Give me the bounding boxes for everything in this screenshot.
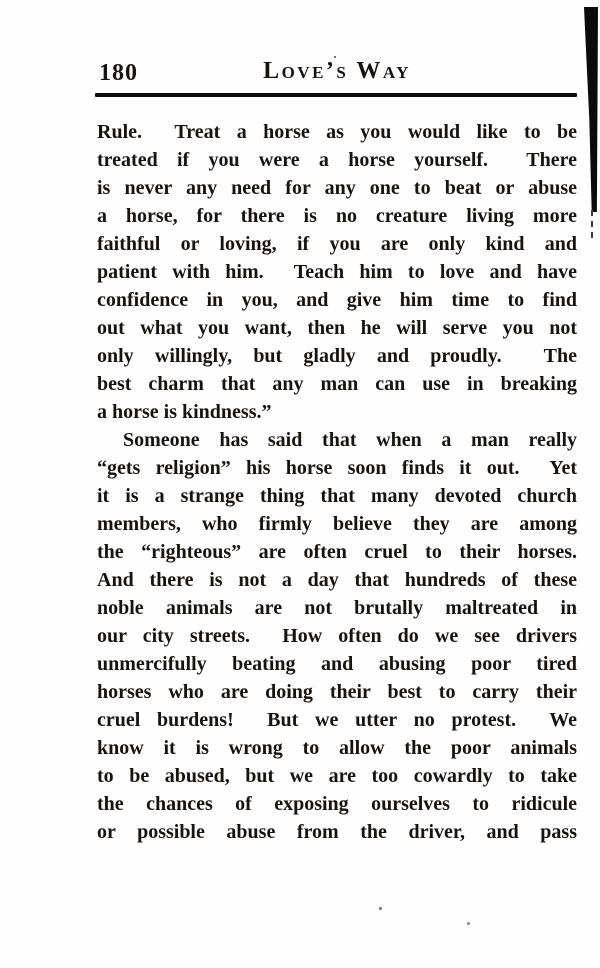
text-line: our city streets. How often do we see drivers: [97, 625, 577, 647]
page-number: 180: [99, 60, 138, 86]
text-line: treated if you were a horse yourself. There: [97, 149, 577, 171]
text-line: know it is wrong to allow the poor animals: [97, 737, 577, 759]
text-line: to be abused, but we are too cowardly to take: [97, 765, 577, 787]
running-title: Love’s Way: [263, 58, 411, 84]
paragraph: [97, 118, 577, 426]
text-line: And there is not a day that hundreds of these: [97, 569, 577, 591]
text-block: [97, 118, 577, 846]
scan-speck: [334, 56, 336, 58]
text-line: only willingly, but gladly and proudly. The: [97, 345, 577, 367]
text-line: faithful or loving, if you are only kind and: [97, 233, 577, 255]
text-line: unmercifully beating and abusing poor tired: [97, 653, 577, 675]
text-line: members, who firmly believe they are among: [97, 513, 577, 535]
text-line: the chances of exposing ourselves to ridicule: [97, 793, 577, 815]
text-line: a horse, for there is no creature living more: [97, 205, 577, 227]
text-line: Someone has said that when a man really: [123, 429, 577, 451]
text-line: it is a strange thing that many devoted church: [97, 485, 577, 507]
text-line: noble animals are not brutally maltreated in: [97, 597, 577, 619]
header-rule: [95, 93, 577, 97]
text-line: horses who are doing their best to carry their: [97, 681, 577, 703]
text-line: cruel burdens! But we utter no protest. We: [97, 709, 577, 731]
scan-speck: [467, 922, 470, 925]
text-line: Rule. Treat a horse as you would like to be: [97, 121, 577, 143]
text-line: patient with him. Teach him to love and have: [97, 261, 577, 283]
paragraph: [97, 426, 577, 846]
scan-edge-artifact: [584, 7, 598, 212]
scan-edge-artifact-tail: [591, 210, 593, 238]
page-header: [97, 58, 577, 92]
text-line: out what you want, then he will serve you not: [97, 317, 577, 339]
text-line: the “righteous” are often cruel to their horses.: [97, 541, 577, 563]
text-line: is never any need for any one to beat or abuse: [97, 177, 577, 199]
scan-speck: [379, 907, 382, 910]
text-line: or possible abuse from the driver, and pass: [97, 821, 577, 843]
text-line: confidence in you, and give him time to find: [97, 289, 577, 311]
text-line: “gets religion” his horse soon finds it out. Yet: [97, 457, 577, 479]
text-line: a horse is kindness.”: [97, 401, 272, 423]
text-line: best charm that any man can use in breaking: [97, 373, 577, 395]
